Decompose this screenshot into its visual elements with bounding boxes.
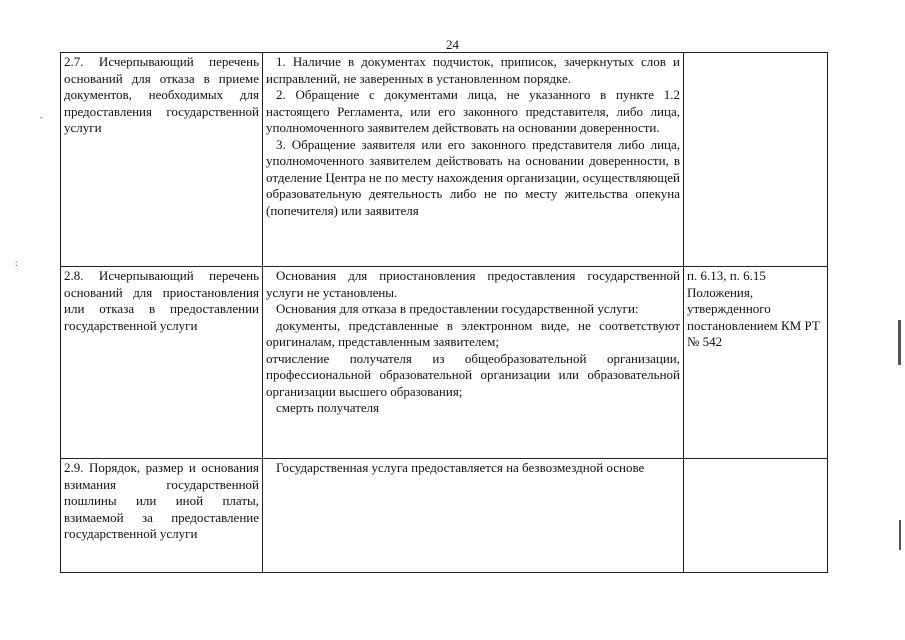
scan-edge [899, 520, 901, 550]
regulation-table [60, 52, 828, 573]
row-reference: п. 6.13, п. 6.15 Положения, утвержденного постановлением КМ РТ № 542 [684, 267, 828, 459]
content-paragraph: Основания для приостановления предоставления государственной услуги не установлены. [266, 268, 680, 300]
table-row [61, 53, 828, 267]
content-paragraph: 3. Обращение заявителя или его законного представителя либо лица, уполномоченного заявителем действовать на основании доверенности, в отделение Центра не по месту нахождения организации, осуществляющей образовательную деятельность либо не по месту жительства опекуна (попечителя) или заявителя [266, 136, 680, 218]
row-content [263, 53, 684, 267]
row-label: 2.7. Исчерпывающий перечень оснований для отказа в приеме документов, необходимых для предоставления государственной услуги [61, 53, 263, 267]
content-paragraph: 1. Наличие в документах подчисток, приписок, зачеркнутых слов и исправлений, не заверенных в установленном порядке. [266, 54, 680, 86]
content-paragraph: отчисление получателя из общеобразовательной организации, профессиональной образовательной организации или образовательной организации высшего образования; [266, 350, 680, 399]
content-paragraph: Основания для отказа в предоставлении государственной услуги: [276, 301, 639, 316]
row-reference [684, 459, 828, 573]
scan-mark: : [15, 258, 18, 268]
row-reference [684, 53, 828, 267]
row-content [263, 459, 684, 573]
row-label: 2.9. Порядок, размер и основания взимания государственной пошлины или иной платы, взимаемой за предоставление государственной услуги [61, 459, 263, 573]
content-paragraph: документы, представленные в электронном виде, не соответствуют оригиналам, представленным заявителем; [266, 317, 680, 349]
page-number: 24 [446, 37, 459, 52]
content-paragraph: 2. Обращение с документами лица, не указанного в пункте 1.2 настоящего Регламента, или его законного представителя, либо лица, уполномоченного заявителем действовать на основании доверенности. [266, 87, 680, 135]
content-paragraph: смерть получателя [276, 400, 380, 415]
row-content [263, 267, 684, 459]
row-label: 2.8. Исчерпывающий перечень оснований для приостановления или отказа в предоставлении государственной услуги [61, 267, 263, 459]
content-paragraph: Государственная услуга предоставляется на безвозмездной основе [276, 460, 645, 475]
table-row [61, 459, 828, 573]
scan-mark: - [40, 112, 43, 122]
table-row [61, 267, 828, 459]
scan-edge [898, 320, 901, 365]
